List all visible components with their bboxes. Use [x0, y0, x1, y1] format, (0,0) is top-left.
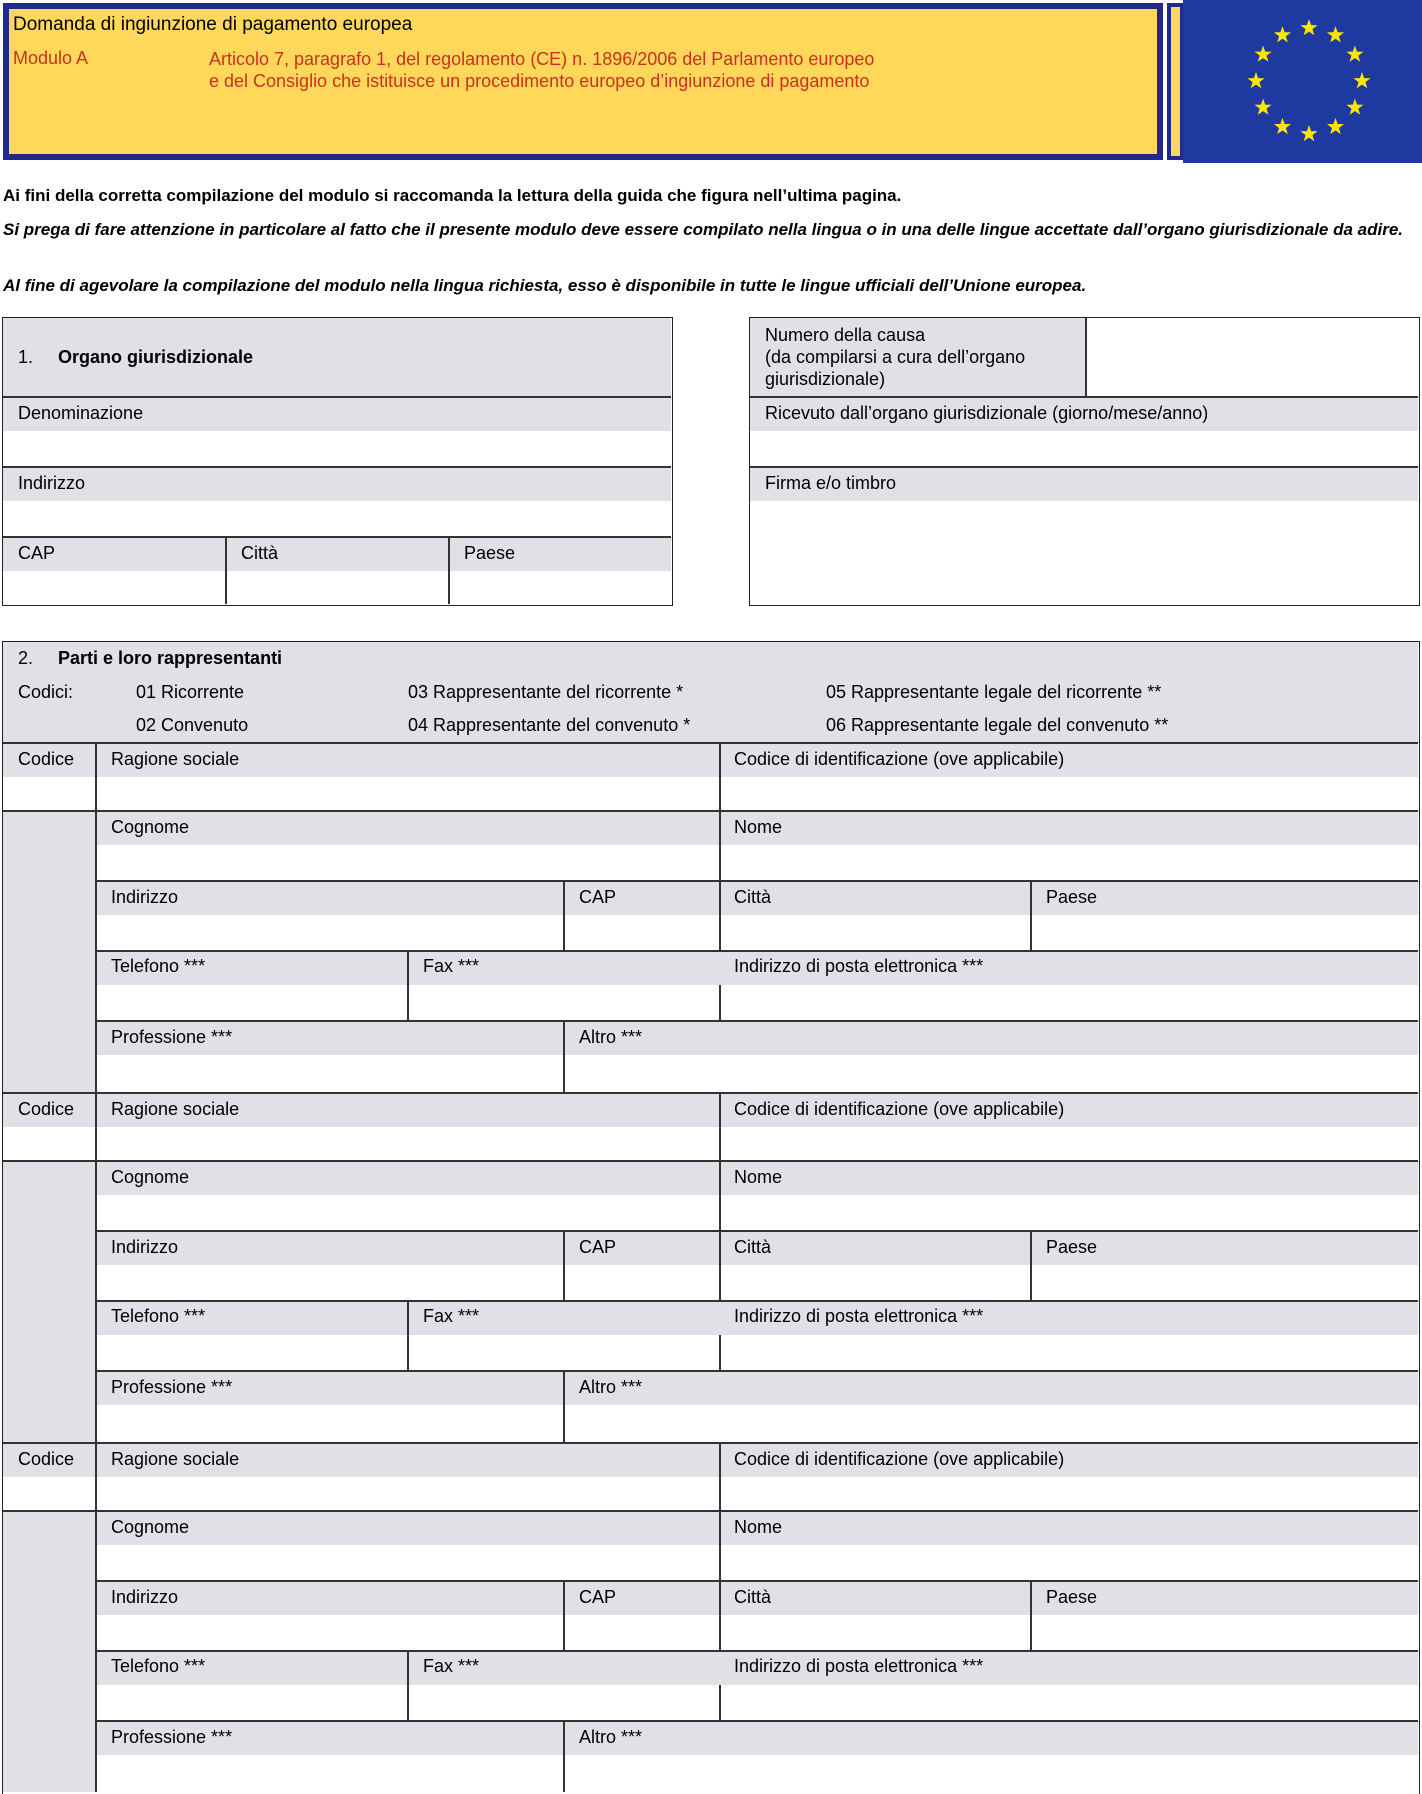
label-band — [3, 468, 671, 501]
eu-flag-icon — [1183, 0, 1422, 163]
intro-paragraph-3: Al fine di agevolare la compilazione del modulo nella lingua richiesta, esso è disponibile in tutte le lingue ufficiali dell’Unione europea. — [3, 276, 1087, 295]
professione-label: Professione *** — [111, 1027, 233, 1047]
cap-field[interactable] — [3, 571, 225, 604]
codice-id-field[interactable] — [721, 777, 1418, 810]
code-02: 02 Convenuto — [136, 715, 249, 735]
citta-field[interactable] — [721, 915, 1030, 950]
cap-field[interactable] — [565, 915, 719, 950]
ragione-sociale-field[interactable] — [97, 1127, 719, 1160]
paese-field[interactable] — [1032, 915, 1418, 950]
citta-label: Città — [734, 1237, 772, 1257]
email-field[interactable] — [721, 1685, 1418, 1720]
codice-field[interactable] — [3, 1477, 95, 1510]
fax-field[interactable] — [409, 1335, 719, 1370]
divider — [563, 1232, 565, 1300]
flag-star-icon — [1353, 72, 1370, 88]
fax-label: Fax *** — [423, 1656, 480, 1676]
flag-star-icon — [1327, 118, 1344, 134]
code-05: 05 Rappresentante legale del ricorrente ** — [826, 682, 1162, 702]
citta-field[interactable] — [227, 571, 448, 604]
paese-field[interactable] — [1032, 1265, 1418, 1300]
divider — [719, 744, 721, 810]
indirizzo-label: Indirizzo — [111, 1237, 179, 1257]
divider — [719, 1512, 721, 1580]
professione-field[interactable] — [97, 1755, 563, 1792]
ragione-sociale-field[interactable] — [97, 777, 719, 810]
party-block — [3, 742, 1421, 1092]
denominazione-field[interactable] — [3, 431, 671, 466]
flag-star-icon — [1346, 46, 1363, 62]
email-field[interactable] — [721, 1335, 1418, 1370]
label-band — [97, 1022, 1418, 1055]
court-section — [2, 317, 673, 606]
altro-label: Altro *** — [579, 1027, 643, 1047]
legal-basis — [209, 48, 1149, 92]
divider — [563, 882, 565, 950]
court-use-box — [749, 317, 1420, 606]
divider — [1030, 1232, 1032, 1300]
fax-field[interactable] — [409, 985, 719, 1020]
citta-field[interactable] — [721, 1265, 1030, 1300]
divider — [407, 1652, 409, 1720]
cap-field[interactable] — [565, 1265, 719, 1300]
codice-id-label: Codice di identificazione (ove applicabile) — [734, 1449, 1065, 1469]
professione-field[interactable] — [97, 1405, 563, 1442]
telefono-field[interactable] — [97, 1335, 407, 1370]
divider — [563, 1722, 565, 1792]
code-06: 06 Rappresentante legale del convenuto ** — [826, 715, 1169, 735]
case-number-label-line: Numero della causa — [765, 325, 926, 345]
divider — [563, 1022, 565, 1092]
legal-basis-line-1: Articolo 7, paragrafo 1, del regolamento (CE) n. 1896/2006 del Parlamento europeo — [209, 49, 875, 69]
email-label: Indirizzo di posta elettronica *** — [734, 1656, 984, 1676]
cognome-label: Cognome — [111, 1517, 190, 1537]
cap-label: CAP — [579, 1237, 617, 1257]
cap-label: CAP — [18, 543, 56, 563]
divider — [719, 1162, 721, 1230]
indirizzo-field[interactable] — [3, 501, 671, 536]
telefono-label: Telefono *** — [111, 1306, 206, 1326]
fax-label: Fax *** — [423, 956, 480, 976]
email-field[interactable] — [721, 985, 1418, 1020]
cognome-field[interactable] — [97, 1545, 719, 1580]
codes-label: Codici: — [18, 682, 74, 702]
fax-field[interactable] — [409, 1685, 719, 1720]
divider — [719, 1094, 721, 1160]
nome-label: Nome — [734, 1167, 783, 1187]
codice-field[interactable] — [3, 1127, 95, 1160]
code-01: 01 Ricorrente — [136, 682, 245, 702]
section-title: Organo giurisdizionale — [58, 347, 254, 367]
indirizzo-label: Indirizzo — [111, 1587, 179, 1607]
paese-field[interactable] — [1032, 1615, 1418, 1650]
code-column — [3, 1512, 95, 1792]
codice-field[interactable] — [3, 777, 95, 810]
citta-label: Città — [734, 887, 772, 907]
cognome-label: Cognome — [111, 817, 190, 837]
paese-label: Paese — [464, 543, 516, 563]
case-number-field[interactable] — [1087, 318, 1418, 396]
flag-star-icon — [1247, 72, 1264, 88]
signature-field[interactable] — [750, 501, 1418, 604]
cognome-label: Cognome — [111, 1167, 190, 1187]
telefono-field[interactable] — [97, 985, 407, 1020]
form-title: Domanda di ingiunzione di pagamento europea — [13, 14, 413, 35]
label-band — [97, 1722, 1418, 1755]
nome-field[interactable] — [721, 1545, 1418, 1580]
code-04: 04 Rappresentante del convenuto * — [408, 715, 691, 735]
professione-label: Professione *** — [111, 1727, 233, 1747]
divider — [719, 1444, 721, 1510]
codice-label: Codice — [18, 749, 75, 769]
paese-label: Paese — [1046, 1587, 1098, 1607]
flag-star-icon — [1300, 19, 1317, 35]
case-number-label — [765, 324, 1025, 390]
ragione-sociale-field[interactable] — [97, 1477, 719, 1510]
email-label: Indirizzo di posta elettronica *** — [734, 956, 984, 976]
label-band — [3, 538, 671, 571]
altro-label: Altro *** — [579, 1727, 643, 1747]
cap-label: CAP — [579, 887, 617, 907]
flag-star-icon — [1346, 99, 1363, 115]
divider — [1030, 1582, 1032, 1650]
cognome-field[interactable] — [97, 1195, 719, 1230]
signature-label: Firma e/o timbro — [765, 473, 897, 493]
codice-id-field[interactable] — [721, 1127, 1418, 1160]
codice-id-field[interactable] — [721, 1477, 1418, 1510]
divider — [1030, 882, 1032, 950]
code-column — [3, 812, 95, 1092]
code-03: 03 Rappresentante del ricorrente * — [408, 682, 684, 702]
email-label: Indirizzo di posta elettronica *** — [734, 1306, 984, 1326]
altro-field[interactable] — [565, 1055, 1418, 1092]
party-block — [3, 1442, 1421, 1792]
codice-label: Codice — [18, 1099, 75, 1119]
cap-label: CAP — [579, 1587, 617, 1607]
party-block — [3, 1092, 1421, 1442]
citta-label: Città — [241, 543, 279, 563]
codice-id-label: Codice di identificazione (ove applicabile) — [734, 749, 1065, 769]
telefono-label: Telefono *** — [111, 1656, 206, 1676]
professione-label: Professione *** — [111, 1377, 233, 1397]
nome-label: Nome — [734, 817, 783, 837]
indirizzo-field[interactable] — [97, 1265, 563, 1300]
divider — [563, 1582, 565, 1650]
flag-star-icon — [1274, 26, 1291, 42]
ragione-sociale-label: Ragione sociale — [111, 1449, 240, 1469]
citta-label: Città — [734, 1587, 772, 1607]
paese-field[interactable] — [450, 571, 671, 604]
indirizzo-label: Indirizzo — [111, 887, 179, 907]
altro-label: Altro *** — [579, 1377, 643, 1397]
divider — [407, 1302, 409, 1370]
nome-field[interactable] — [721, 845, 1418, 880]
cap-field[interactable] — [565, 1615, 719, 1650]
nome-field[interactable] — [721, 1195, 1418, 1230]
indirizzo-label: Indirizzo — [18, 473, 86, 493]
divider — [563, 1372, 565, 1442]
section-number: 2. — [18, 648, 34, 668]
received-label: Ricevuto dall’organo giurisdizionale (giorno/mese/anno) — [765, 403, 1209, 423]
section-title: Parti e loro rappresentanti — [58, 648, 283, 668]
parties-section — [2, 641, 1420, 1794]
flag-star-icon — [1300, 125, 1317, 141]
section-number: 1. — [18, 347, 34, 367]
label-band — [97, 1372, 1418, 1405]
cognome-field[interactable] — [97, 845, 719, 880]
case-number-label-line: (da compilarsi a cura dell’organo — [765, 347, 1026, 367]
intro-paragraph-1: Ai fini della corretta compilazione del modulo si raccomanda la lettura della guida che figura nell’ultima pagina. — [3, 186, 902, 205]
intro-paragraph-2: Si prega di fare attenzione in particolare al fatto che il presente modulo deve essere compilato nella lingua o in una delle lingue accettate dall’organo giurisdizionale da adire. — [3, 220, 1404, 239]
legal-basis-line-2: e del Consiglio che istituisce un procedimento europeo d’ingiunzione di pagamento — [209, 71, 870, 91]
flag-star-icon — [1274, 118, 1291, 134]
code-column — [3, 1162, 95, 1442]
citta-field[interactable] — [721, 1615, 1030, 1650]
nome-label: Nome — [734, 1517, 783, 1537]
ragione-sociale-label: Ragione sociale — [111, 749, 240, 769]
paese-label: Paese — [1046, 887, 1098, 907]
telefono-field[interactable] — [97, 1685, 407, 1720]
flag-star-icon — [1255, 46, 1272, 62]
flag-star-icon — [1327, 26, 1344, 42]
altro-field[interactable] — [565, 1755, 1418, 1792]
telefono-label: Telefono *** — [111, 956, 206, 976]
divider — [719, 812, 721, 880]
flag-star-icon — [1255, 99, 1272, 115]
indirizzo-field[interactable] — [97, 1615, 563, 1650]
professione-field[interactable] — [97, 1055, 563, 1092]
codice-id-label: Codice di identificazione (ove applicabile) — [734, 1099, 1065, 1119]
paese-label: Paese — [1046, 1237, 1098, 1257]
altro-field[interactable] — [565, 1405, 1418, 1442]
form-code: Modulo A — [13, 48, 89, 68]
divider — [407, 952, 409, 1020]
denominazione-label: Denominazione — [18, 403, 144, 423]
received-date-field[interactable] — [750, 431, 1418, 466]
fax-label: Fax *** — [423, 1306, 480, 1326]
codice-label: Codice — [18, 1449, 75, 1469]
indirizzo-field[interactable] — [97, 915, 563, 950]
case-number-label-line: giurisdizionale) — [765, 369, 886, 389]
ragione-sociale-label: Ragione sociale — [111, 1099, 240, 1119]
header-strip-inner — [1171, 7, 1180, 156]
